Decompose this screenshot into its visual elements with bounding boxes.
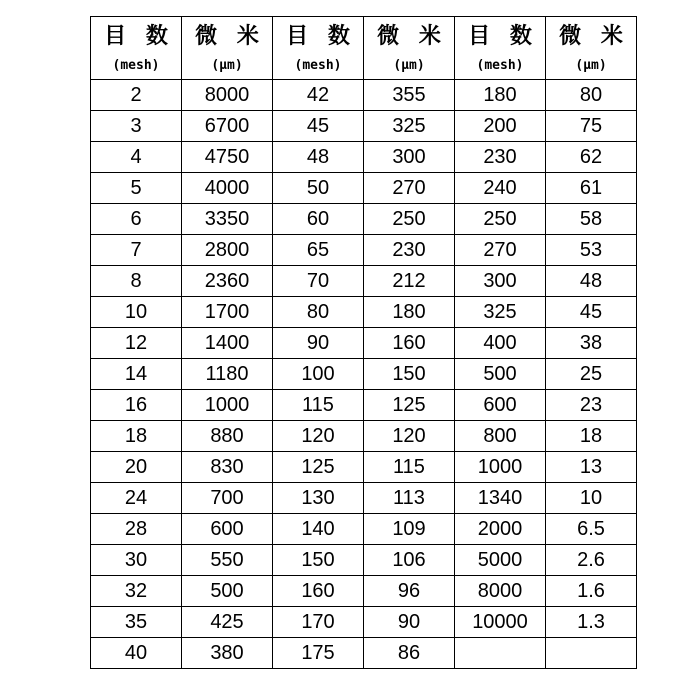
cell-mesh-3: 1000 [455,452,546,483]
table-row [91,514,637,545]
cell-mesh-1: 40 [91,638,182,669]
table-row [91,421,637,452]
cell-micron-2: 230 [364,235,455,266]
cell-mesh-1: 24 [91,483,182,514]
cell-mesh-2: 80 [273,297,364,328]
cell-mesh-2: 115 [273,390,364,421]
table-row [91,173,637,204]
cell-mesh-2: 170 [273,607,364,638]
cell-mesh-2: 160 [273,576,364,607]
cell-mesh-3: 400 [455,328,546,359]
cell-mesh-3: 230 [455,142,546,173]
cell-micron-2: 180 [364,297,455,328]
cell-mesh-1: 10 [91,297,182,328]
cell-micron-2: 120 [364,421,455,452]
cell-mesh-3: 325 [455,297,546,328]
table-row [91,266,637,297]
table-row [91,483,637,514]
cell-mesh-1: 16 [91,390,182,421]
cell-micron-2: 106 [364,545,455,576]
cell-micron-1: 1700 [182,297,273,328]
unit-mesh-1: (mesh) [91,51,182,80]
unit-micron-2: (μm) [364,51,455,80]
cell-mesh-2: 65 [273,235,364,266]
cell-micron-1: 880 [182,421,273,452]
unit-micron-1: (μm) [182,51,273,80]
cell-micron-1: 700 [182,483,273,514]
cell-mesh-1: 18 [91,421,182,452]
cell-mesh-3: 1340 [455,483,546,514]
cell-mesh-1: 5 [91,173,182,204]
cell-micron-3: 1.6 [546,576,637,607]
cell-mesh-1: 30 [91,545,182,576]
cell-micron-1: 380 [182,638,273,669]
cell-mesh-1: 32 [91,576,182,607]
cell-micron-3: 2.6 [546,545,637,576]
table-row [91,607,637,638]
cell-mesh-2: 100 [273,359,364,390]
header-micron-1: 微 米 [182,17,273,52]
cell-mesh-2: 45 [273,111,364,142]
cell-mesh-2: 90 [273,328,364,359]
table-row [91,638,637,669]
cell-mesh-1: 8 [91,266,182,297]
cell-mesh-1: 28 [91,514,182,545]
table-row [91,452,637,483]
cell-mesh-3: 180 [455,80,546,111]
cell-micron-3: 80 [546,80,637,111]
cell-micron-3: 58 [546,204,637,235]
header-micron-2: 微 米 [364,17,455,52]
cell-mesh-2: 125 [273,452,364,483]
cell-mesh-1: 7 [91,235,182,266]
cell-micron-1: 3350 [182,204,273,235]
cell-micron-1: 500 [182,576,273,607]
cell-mesh-1: 35 [91,607,182,638]
cell-mesh-1: 4 [91,142,182,173]
cell-micron-3: 23 [546,390,637,421]
cell-micron-2: 109 [364,514,455,545]
cell-mesh-1: 20 [91,452,182,483]
cell-micron-1: 4750 [182,142,273,173]
cell-micron-1: 1180 [182,359,273,390]
cell-micron-1: 550 [182,545,273,576]
cell-mesh-3: 600 [455,390,546,421]
table-row [91,204,637,235]
cell-micron-3: 53 [546,235,637,266]
cell-mesh-3: 270 [455,235,546,266]
cell-mesh-3: 10000 [455,607,546,638]
cell-micron-2: 212 [364,266,455,297]
table-row [91,390,637,421]
table-row [91,576,637,607]
cell-micron-1: 8000 [182,80,273,111]
cell-micron-3: 61 [546,173,637,204]
table-row [91,297,637,328]
cell-mesh-3: 200 [455,111,546,142]
cell-mesh-1: 12 [91,328,182,359]
cell-micron-1: 425 [182,607,273,638]
cell-micron-1: 600 [182,514,273,545]
cell-micron-2: 270 [364,173,455,204]
cell-micron-1: 4000 [182,173,273,204]
cell-micron-3: 62 [546,142,637,173]
cell-micron-2: 125 [364,390,455,421]
cell-mesh-2: 70 [273,266,364,297]
table-row [91,328,637,359]
cell-mesh-2: 150 [273,545,364,576]
table-row [91,545,637,576]
cell-micron-1: 6700 [182,111,273,142]
cell-mesh-2: 50 [273,173,364,204]
cell-mesh-3: 300 [455,266,546,297]
cell-mesh-3: 8000 [455,576,546,607]
cell-micron-2: 355 [364,80,455,111]
cell-micron-2: 250 [364,204,455,235]
header-micron-3: 微 米 [546,17,637,52]
header-mesh-count-3: 目 数 [455,17,546,52]
cell-mesh-3: 800 [455,421,546,452]
cell-mesh-2: 120 [273,421,364,452]
cell-micron-2: 160 [364,328,455,359]
cell-micron-2: 325 [364,111,455,142]
cell-mesh-3: 250 [455,204,546,235]
cell-micron-1: 2360 [182,266,273,297]
cell-mesh-2: 140 [273,514,364,545]
cell-mesh-3: 240 [455,173,546,204]
unit-mesh-3: (mesh) [455,51,546,80]
cell-mesh-2: 42 [273,80,364,111]
cell-micron-3: 13 [546,452,637,483]
cell-mesh-3 [455,638,546,669]
cell-micron-2: 90 [364,607,455,638]
cell-micron-1: 1400 [182,328,273,359]
cell-micron-3: 25 [546,359,637,390]
cell-micron-2: 96 [364,576,455,607]
table-row [91,80,637,111]
cell-micron-2: 113 [364,483,455,514]
title-header-row [91,17,637,52]
cell-micron-3: 6.5 [546,514,637,545]
mesh-micron-conversion-table [90,16,637,669]
cell-mesh-2: 175 [273,638,364,669]
cell-micron-3: 38 [546,328,637,359]
cell-micron-3: 1.3 [546,607,637,638]
header-mesh-count-1: 目 数 [91,17,182,52]
cell-mesh-1: 2 [91,80,182,111]
cell-micron-3: 10 [546,483,637,514]
cell-micron-2: 86 [364,638,455,669]
cell-micron-1: 830 [182,452,273,483]
cell-mesh-2: 130 [273,483,364,514]
cell-micron-1: 1000 [182,390,273,421]
table-row [91,111,637,142]
table-body [91,80,637,669]
cell-mesh-3: 500 [455,359,546,390]
table-row [91,235,637,266]
cell-mesh-2: 60 [273,204,364,235]
cell-mesh-1: 14 [91,359,182,390]
cell-micron-2: 115 [364,452,455,483]
table-row [91,359,637,390]
cell-micron-2: 300 [364,142,455,173]
cell-micron-3: 48 [546,266,637,297]
header-mesh-count-2: 目 数 [273,17,364,52]
cell-micron-3: 75 [546,111,637,142]
table-row [91,142,637,173]
unit-header-row [91,51,637,80]
cell-micron-3: 18 [546,421,637,452]
cell-mesh-3: 5000 [455,545,546,576]
cell-micron-1: 2800 [182,235,273,266]
cell-micron-2: 150 [364,359,455,390]
cell-mesh-3: 2000 [455,514,546,545]
cell-mesh-2: 48 [273,142,364,173]
unit-mesh-2: (mesh) [273,51,364,80]
cell-mesh-1: 6 [91,204,182,235]
unit-micron-3: (μm) [546,51,637,80]
cell-micron-3 [546,638,637,669]
cell-micron-3: 45 [546,297,637,328]
cell-mesh-1: 3 [91,111,182,142]
